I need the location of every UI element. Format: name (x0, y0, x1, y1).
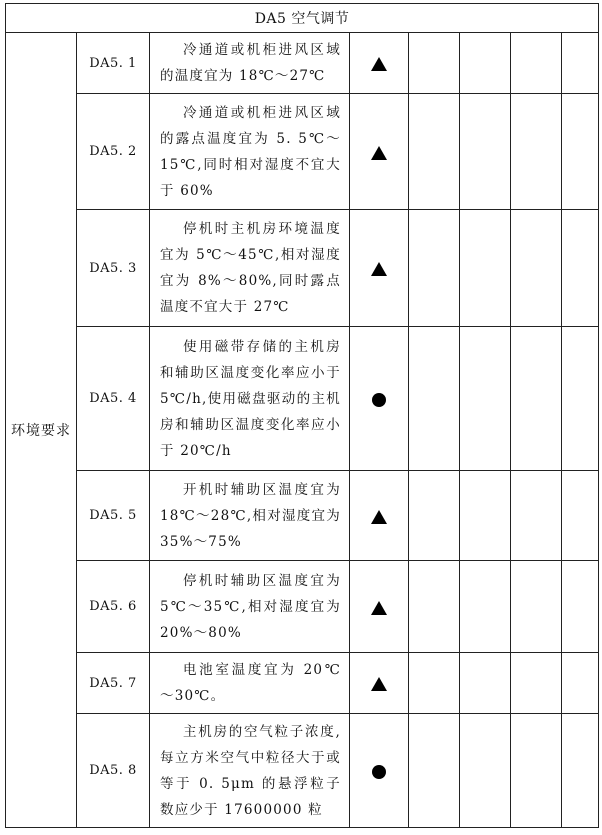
empty-cell (511, 653, 562, 714)
row-text: 冷通道或机柜进风区域的温度宜为 18℃～27℃ (150, 33, 350, 94)
symbol-cell (350, 714, 409, 828)
empty-cell (460, 210, 511, 327)
table-row (6, 471, 599, 561)
triangle-icon (371, 262, 387, 276)
empty-cell (409, 714, 460, 828)
row-text: 电池室温度宜为 20℃～30℃。 (150, 653, 350, 714)
row-code: DA5. 5 (77, 471, 150, 561)
triangle-icon (371, 677, 387, 691)
row-text: 开机时辅助区温度宜为 18℃～28℃,相对湿度宜为 35%～75% (150, 471, 350, 561)
row-text: 主机房的空气粒子浓度,每立方米空气中粒径大于或等于 0. 5μm 的悬浮粒子数应少于 17600000 粒 (150, 714, 350, 828)
empty-cell (409, 653, 460, 714)
row-code: DA5. 2 (77, 94, 150, 210)
triangle-icon (371, 146, 387, 160)
table-row (6, 561, 599, 653)
empty-cell (562, 327, 599, 471)
empty-cell (562, 561, 599, 653)
empty-cell (460, 561, 511, 653)
empty-cell (562, 210, 599, 327)
empty-cell (562, 653, 599, 714)
table-row (6, 210, 599, 327)
empty-cell (460, 94, 511, 210)
empty-cell (511, 714, 562, 828)
empty-cell (409, 94, 460, 210)
symbol-cell (350, 210, 409, 327)
symbol-cell (350, 561, 409, 653)
empty-cell (409, 210, 460, 327)
section-header-row (6, 4, 599, 33)
symbol-cell (350, 327, 409, 471)
empty-cell (511, 561, 562, 653)
triangle-icon (371, 510, 387, 524)
symbol-cell (350, 94, 409, 210)
empty-cell (409, 561, 460, 653)
symbol-cell (350, 471, 409, 561)
row-text: 停机时主机房环境温度宜为 5℃～45℃,相对湿度宜为 8%～80%,同时露点温度不宜大于 27℃ (150, 210, 350, 327)
empty-cell (409, 33, 460, 94)
requirements-table (5, 3, 599, 828)
empty-cell (511, 210, 562, 327)
circle-icon (372, 393, 386, 407)
triangle-icon (371, 601, 387, 615)
triangle-icon (371, 57, 387, 71)
category-cell: 环境要求 (6, 33, 77, 828)
row-code: DA5. 1 (77, 33, 150, 94)
row-text: 使用磁带存储的主机房和辅助区温度变化率应小于 5℃/h,使用磁盘驱动的主机房和辅助区温度变化率应小于 20℃/h (150, 327, 350, 471)
empty-cell (562, 94, 599, 210)
table-row (6, 327, 599, 471)
empty-cell (562, 471, 599, 561)
row-code: DA5. 7 (77, 653, 150, 714)
empty-cell (409, 471, 460, 561)
row-code: DA5. 8 (77, 714, 150, 828)
empty-cell (409, 327, 460, 471)
table-row (6, 94, 599, 210)
row-text: 冷通道或机柜进风区域的露点温度宜为 5. 5℃～15℃,同时相对湿度不宜大于 60% (150, 94, 350, 210)
empty-cell (562, 33, 599, 94)
row-text: 停机时辅助区温度宜为 5℃～35℃,相对湿度宜为 20%～80% (150, 561, 350, 653)
empty-cell (460, 653, 511, 714)
empty-cell (460, 327, 511, 471)
table-row (6, 33, 599, 94)
empty-cell (562, 714, 599, 828)
row-code: DA5. 3 (77, 210, 150, 327)
empty-cell (511, 94, 562, 210)
empty-cell (511, 327, 562, 471)
table-row (6, 714, 599, 828)
symbol-cell (350, 653, 409, 714)
empty-cell (511, 471, 562, 561)
empty-cell (511, 33, 562, 94)
symbol-cell (350, 33, 409, 94)
circle-icon (372, 765, 386, 779)
row-code: DA5. 4 (77, 327, 150, 471)
empty-cell (460, 33, 511, 94)
empty-cell (460, 471, 511, 561)
row-code: DA5. 6 (77, 561, 150, 653)
section-title: DA5 空气调节 (6, 4, 599, 33)
table-row (6, 653, 599, 714)
empty-cell (460, 714, 511, 828)
